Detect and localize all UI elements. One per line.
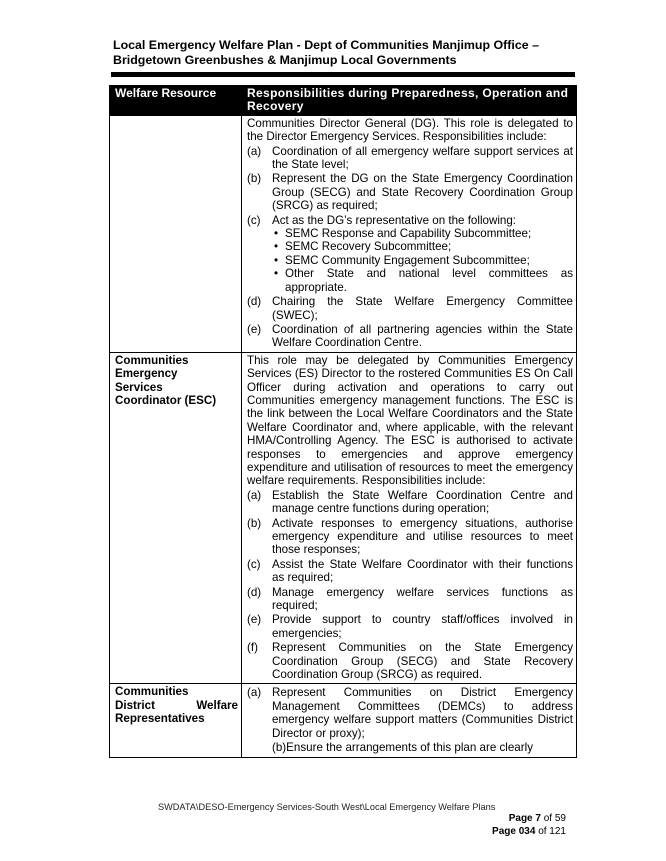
bullet-icon: • <box>274 253 279 267</box>
document-header <box>113 38 583 68</box>
bullet-icon: • <box>274 267 279 281</box>
responsibilities-cell <box>242 352 577 684</box>
table-row <box>110 684 577 758</box>
list-item: (a) Establish the State Welfare Coordination Centre and manage centre functions during operation; <box>247 488 573 516</box>
bullet-icon: • <box>274 240 279 254</box>
resource-cell <box>110 115 242 352</box>
document-page-number: Page 034 of 121 <box>492 826 566 837</box>
bullet-icon: • <box>274 227 279 241</box>
responsibilities-intro: This role may be delegated by Communities Emergency Services (ES) Director to the rostered Communities ES On Call Officer during activation and operations to carry out Communities emergency management functions. The ESC is the link between the Local Welfare Coordinators and the State Welfare Coordinator and, where applicable, with the relevant HMA/Controlling Agency. The ESC is authorised to activate responses to emergencies and approve emergency expenditure and utilisation of resources to meet the emergency welfare requirements. Responsibilities include: <box>247 353 573 488</box>
page-number: Page 7 of 59 <box>508 813 566 824</box>
bullet-item: • SEMC Recovery Subcommittee; <box>274 240 452 254</box>
bullet-item: • SEMC Community Engagement Subcommittee; <box>274 253 530 267</box>
responsibilities-cell <box>242 684 577 758</box>
table-row <box>110 352 577 684</box>
col-header-welfare-resource: Welfare Resource <box>110 86 242 116</box>
list-item: (b)Ensure the arrangements of this plan are clearly <box>272 741 533 755</box>
table-header-row <box>110 86 577 116</box>
responsibility-list <box>247 489 573 682</box>
list-item: (c) Assist the State Welfare Coordinator with their functions as required; <box>247 557 573 585</box>
bullet-item: • Other State and national level committees as appropriate. <box>274 267 573 294</box>
resource-cell: Communities Emergency Services Coordinator (ESC) <box>110 352 242 684</box>
list-item: (a) Represent Communities on District Emergency Management Committees (DEMCs) to address emergency welfare support matters (Communities District Director or proxy); <box>247 686 573 740</box>
list-item: (d) Chairing the State Welfare Emergency Committee (SWEC); <box>247 295 573 322</box>
footer-file-path: SWDATA\DESO-Emergency Services-South West\Local Emergency Welfare Plans <box>158 802 496 812</box>
list-item: (e) Provide support to country staff/offices involved in emergencies; <box>247 613 573 640</box>
table-row <box>110 115 577 352</box>
list-item: (a) Coordination of all emergency welfare support services at the State level; <box>247 144 573 172</box>
responsibility-list <box>247 686 573 755</box>
responsibilities-intro: Communities Director General (DG). This role is delegated to the Director Emergency Services. Responsibilities include: <box>247 116 573 144</box>
responsibility-list <box>247 145 573 350</box>
list-item: (c) Act as the DG’s representative on the following: • SEMC Response and Capability Subcommittee; • SEMC Recovery Subcommittee; • SEMC Community Engagement Subcommittee; • Other State and national level committees as appropriate. <box>247 213 573 294</box>
list-item: (f) Represent Communities on the State Emergency Coordination Group (SECG) and State Recovery Coordination Group (SRCG) as required. <box>247 641 573 682</box>
responsibilities-cell <box>242 115 577 352</box>
list-item: (e) Coordination of all partnering agencies within the State Welfare Coordination Centre. <box>247 322 573 350</box>
welfare-resource-table <box>109 85 577 758</box>
list-item: (d) Manage emergency welfare services functions as required; <box>247 585 573 613</box>
resource-cell: Communities District Welfare Representatives <box>110 684 242 758</box>
header-title-line2: Bridgetown Greenbushes & Manjimup Local Governments <box>113 53 457 67</box>
col-header-responsibilities: Responsibilities during Preparedness, Operation and Recovery <box>242 86 577 116</box>
list-item: (b) Represent the DG on the State Emergency Coordination Group (SECG) and State Recovery Coordination Group (SRCG) as required; <box>247 172 573 213</box>
list-item: (b) Activate responses to emergency situations, authorise emergency expenditure and utilise resources to meet those responses; <box>247 516 573 557</box>
header-rule <box>111 72 575 77</box>
header-title-line1: Local Emergency Welfare Plan - Dept of Communities Manjimup Office – <box>113 38 539 52</box>
bullet-list <box>272 227 573 294</box>
bullet-item: • SEMC Response and Capability Subcommittee; <box>274 227 532 241</box>
